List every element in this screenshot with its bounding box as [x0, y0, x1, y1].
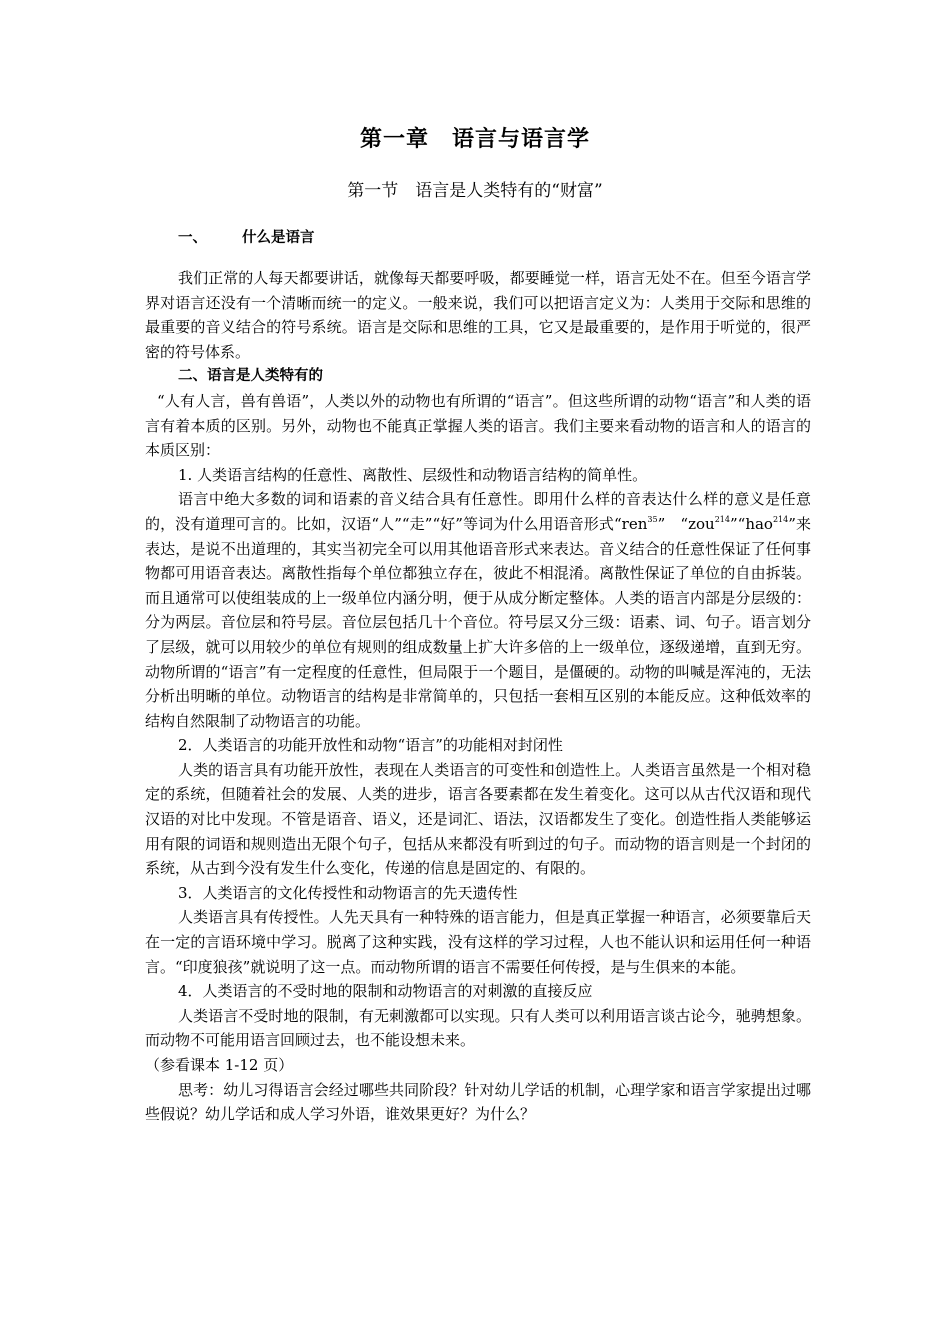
textbook-reference: （参看课本 1-12 页） — [145, 1056, 294, 1074]
paragraph-arbitrariness: 语言中绝大多数的词和语素的音义结合具有任意性。即用什么样的音表达什么样的意义是任意的，没有道理可言的。比如，汉语“人”“走”“好”等词为什么用语音形式“ren$^{35}$” “zou$^{214}$”“hao$^{214}$”来表达，是说不出道理的，其实当初完全可以用其他语音形式来表达。音义结合的任意性保证了任何事物都可用语音表达。离散性指每个单位都独立存在，彼此不相混淆。离散性保证了单位的自由拆装。而且通常可以使组装成的上一级单位内涵分明，便于从成分断定整体。人类的语言内部是分层级的：分为两层。音位层和符号层。音位层包括几十个音位。符号层又分三级：语素、词、句子。语言划分了层级，就可以用较少的单位有规则的组成数量上扩大许多倍的上一级单位，逐级递增，直到无穷。动物所谓的“语言”有一定程度的任意性，但局限于一个题目，是僵硬的。动物的叫喊是浑沌的，无法分析出明晰的单位。动物语言的结构是非常简单的，只包括一套相互区别的本能反应。这种低效率的结构自然限制了动物语言的功能。 — [145, 490, 812, 730]
subheading-openness: 2．人类语言的功能开放性和动物“语言”的功能相对封闭性 — [178, 736, 563, 755]
chapter-title: 第一章 语言与语言学 — [359, 127, 590, 152]
paragraph-openness: 人类的语言具有功能开放性，表现在人类语言的可变性和创造性上。人类语言虽然是一个相对稳定的系统，但随着社会的发展、人类的进步，语言各要素都在发生着变化。这可以从古代汉语和现代汉语的对比中发现。不管是语音、语义，还是词汇、语法，汉语都发生了变化。创造性指人类能够运用有限的词语和规则造出无限个句子，包括从来都没有听到过的句子。而动物的语言则是一个封闭的系统，从古到今没有发生什么变化，传递的信息是固定的、有限的。 — [145, 760, 811, 878]
tone-superscript: 35 — [647, 514, 658, 524]
paragraph-definition: 我们正常的人每天都要讲话，就像每天都要呼吸，都要睡觉一样，语言无处不在。但至今语言学界对语言还没有一个清晰而统一的定义。一般来说，我们可以把语言定义为：人类用于交际和思维的最重要的音义结合的符号系统。语言是交际和思维的工具，它又是最重要的，是作用于听觉的，很严密的符号体系。 — [145, 269, 811, 361]
heading-text: 什么是语言 — [242, 230, 315, 246]
paragraph-displacement: 人类语言不受时地的限制，有无刺激都可以实现。只有人类可以利用语言谈古论今，驰骋想象。而动物不可能用语言回顾过去，也不能设想未来。 — [145, 1006, 811, 1050]
subheading-displacement: 4．人类语言的不受时地的限制和动物语言的对刺激的直接反应 — [178, 982, 593, 1001]
tone-superscript: 214 — [772, 514, 789, 524]
paragraph-transmission: 人类语言具有传授性。人先天具有一种特殊的语言能力，但是真正掌握一种语言，必须要靠后天在一定的言语环境中学习。脱离了这种实践，没有这样的学习过程，人也不能认识和运用任何一种语言。“印度狼孩”就说明了这一点。而动物所谓的语言不需要任何传授，是与生俱来的本能。 — [145, 908, 811, 976]
subheading-arbitrariness: 1. 人类语言结构的任意性、离散性、层级性和动物语言结构的简单性。 — [178, 465, 648, 484]
heading-number: 一、 — [178, 230, 207, 246]
body-text — [145, 266, 811, 1127]
paragraph-animal-language: “人有人言，兽有兽语”，人类以外的动物也有所谓的“语言”。但这些所谓的动物“语言”和人类的语言有着本质的区别。另外，动物也不能真正掌握人类的语言。我们主要来看动物的语言和人的语言的本质区别： — [145, 391, 811, 460]
subheading-transmission: 3．人类语言的文化传授性和动物语言的先天遗传性 — [178, 883, 518, 902]
tone-superscript: 214 — [714, 514, 730, 524]
heading-what-is-language — [178, 226, 315, 247]
heading-language-unique: 二、语言是人类特有的 — [178, 368, 323, 385]
section-title: 第一节 语言是人类特有的“财富” — [347, 181, 603, 201]
paragraph-thinking-question: 思考：幼儿习得语言会经过哪些共同阶段？针对幼儿学话的机制，心理学家和语言学家提出过哪些假说？幼儿学话和成人学习外语，谁效果更好？为什么？ — [145, 1080, 811, 1124]
